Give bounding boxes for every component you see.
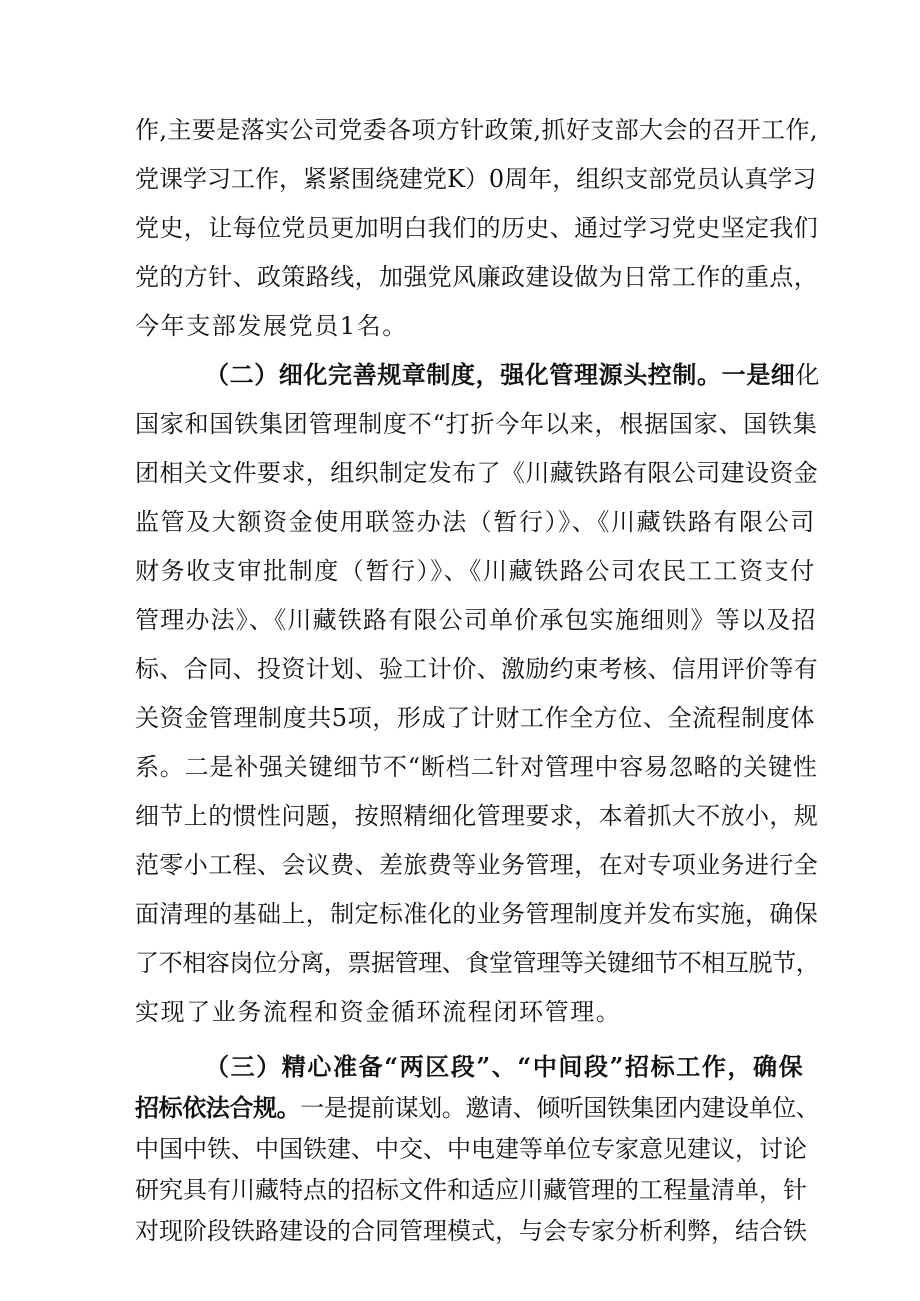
paragraph-line: 研究具有川藏特点的招标文件和适应川藏管理的工程量清单，针 [135, 1176, 807, 1204]
section-heading-line [205, 360, 820, 390]
paragraph-line: 团相关文件要求，组织制定发布了《川藏铁路有限公司建设资金 [135, 459, 819, 487]
paragraph-line: 关资金管理制度共5项，形成了计财工作全方位、全流程制度体 [135, 704, 816, 732]
paragraph-line: 面清理的基础上，制定标准化的业务管理制度并发布实施，确保 [135, 900, 819, 928]
paragraph-line: 党史，让每位党员更加明白我们的历史、通过学习党史坚定我们 [135, 214, 819, 242]
paragraph-line: 今年支部发展党员1名。 [135, 312, 408, 340]
paragraph-line: 系。二是补强关键细节不“断档二针对管理中容易忽略的关键性 [135, 753, 818, 781]
paragraph-line: 标、合同、投资计划、验工计价、激励约束考核、信用评价等有 [135, 655, 819, 683]
section-heading-bold: 招标依法合规。 [135, 1093, 301, 1122]
paragraph-line: 细节上的惯性问题，按照精细化管理要求，本着抓大不放小，规 [135, 802, 819, 830]
paragraph-line: 管理办法》、《川藏铁路有限公司单价承包实施细则》等以及招 [135, 606, 817, 634]
paragraph-line: 作,主要是落实公司党委各项方针政策,抓好支部大会的召开工作, [135, 116, 818, 144]
heading-tail: 化 [795, 361, 821, 389]
section-heading: （二）细化完善规章制度，强化管理源头控制。一是细 [205, 360, 796, 389]
section-heading-rest: 一是提前谋划。邀请、倾听国铁集团内建设单位、 [300, 1094, 820, 1122]
paragraph-line: 了不相容岗位分离，票据管理、食堂管理等关键细节不相互脱节， [135, 949, 820, 977]
paragraph-line: 财务收支审批制度（暂行）》、《川藏铁路公司农民工工资支付 [135, 557, 816, 585]
section-heading-line [135, 1093, 819, 1123]
paragraph-line: 中国中铁、中国铁建、中交、中电建等单位专家意见建议，讨论 [135, 1135, 807, 1163]
paragraph-line: 实现了业务流程和资金循环流程闭环管理。 [135, 998, 622, 1026]
paragraph-line: 国家和国铁集团管理制度不“打折今年以来，根据国家、国铁集 [135, 410, 818, 438]
paragraph-line: 对现阶段铁路建设的合同管理模式，与会专家分析利弊，结合铁 [135, 1217, 807, 1245]
paragraph-line: 党课学习工作，紧紧围绕建党K）0周年，组织支部党员认真学习 [135, 165, 817, 193]
paragraph-line: 范零小工程、会议费、差旅费等业务管理，在对专项业务进行全 [135, 851, 819, 879]
paragraph-line: 监管及大额资金使用联签办法（暂行）》、《川藏铁路有限公司 [135, 508, 816, 536]
section-heading: （三）精心准备“两区段”、“中间段”招标工作，确保 [205, 1052, 805, 1081]
paragraph-line: 党的方针、政策路线，加强党风廉政建设做为日常工作的重点， [135, 263, 819, 291]
